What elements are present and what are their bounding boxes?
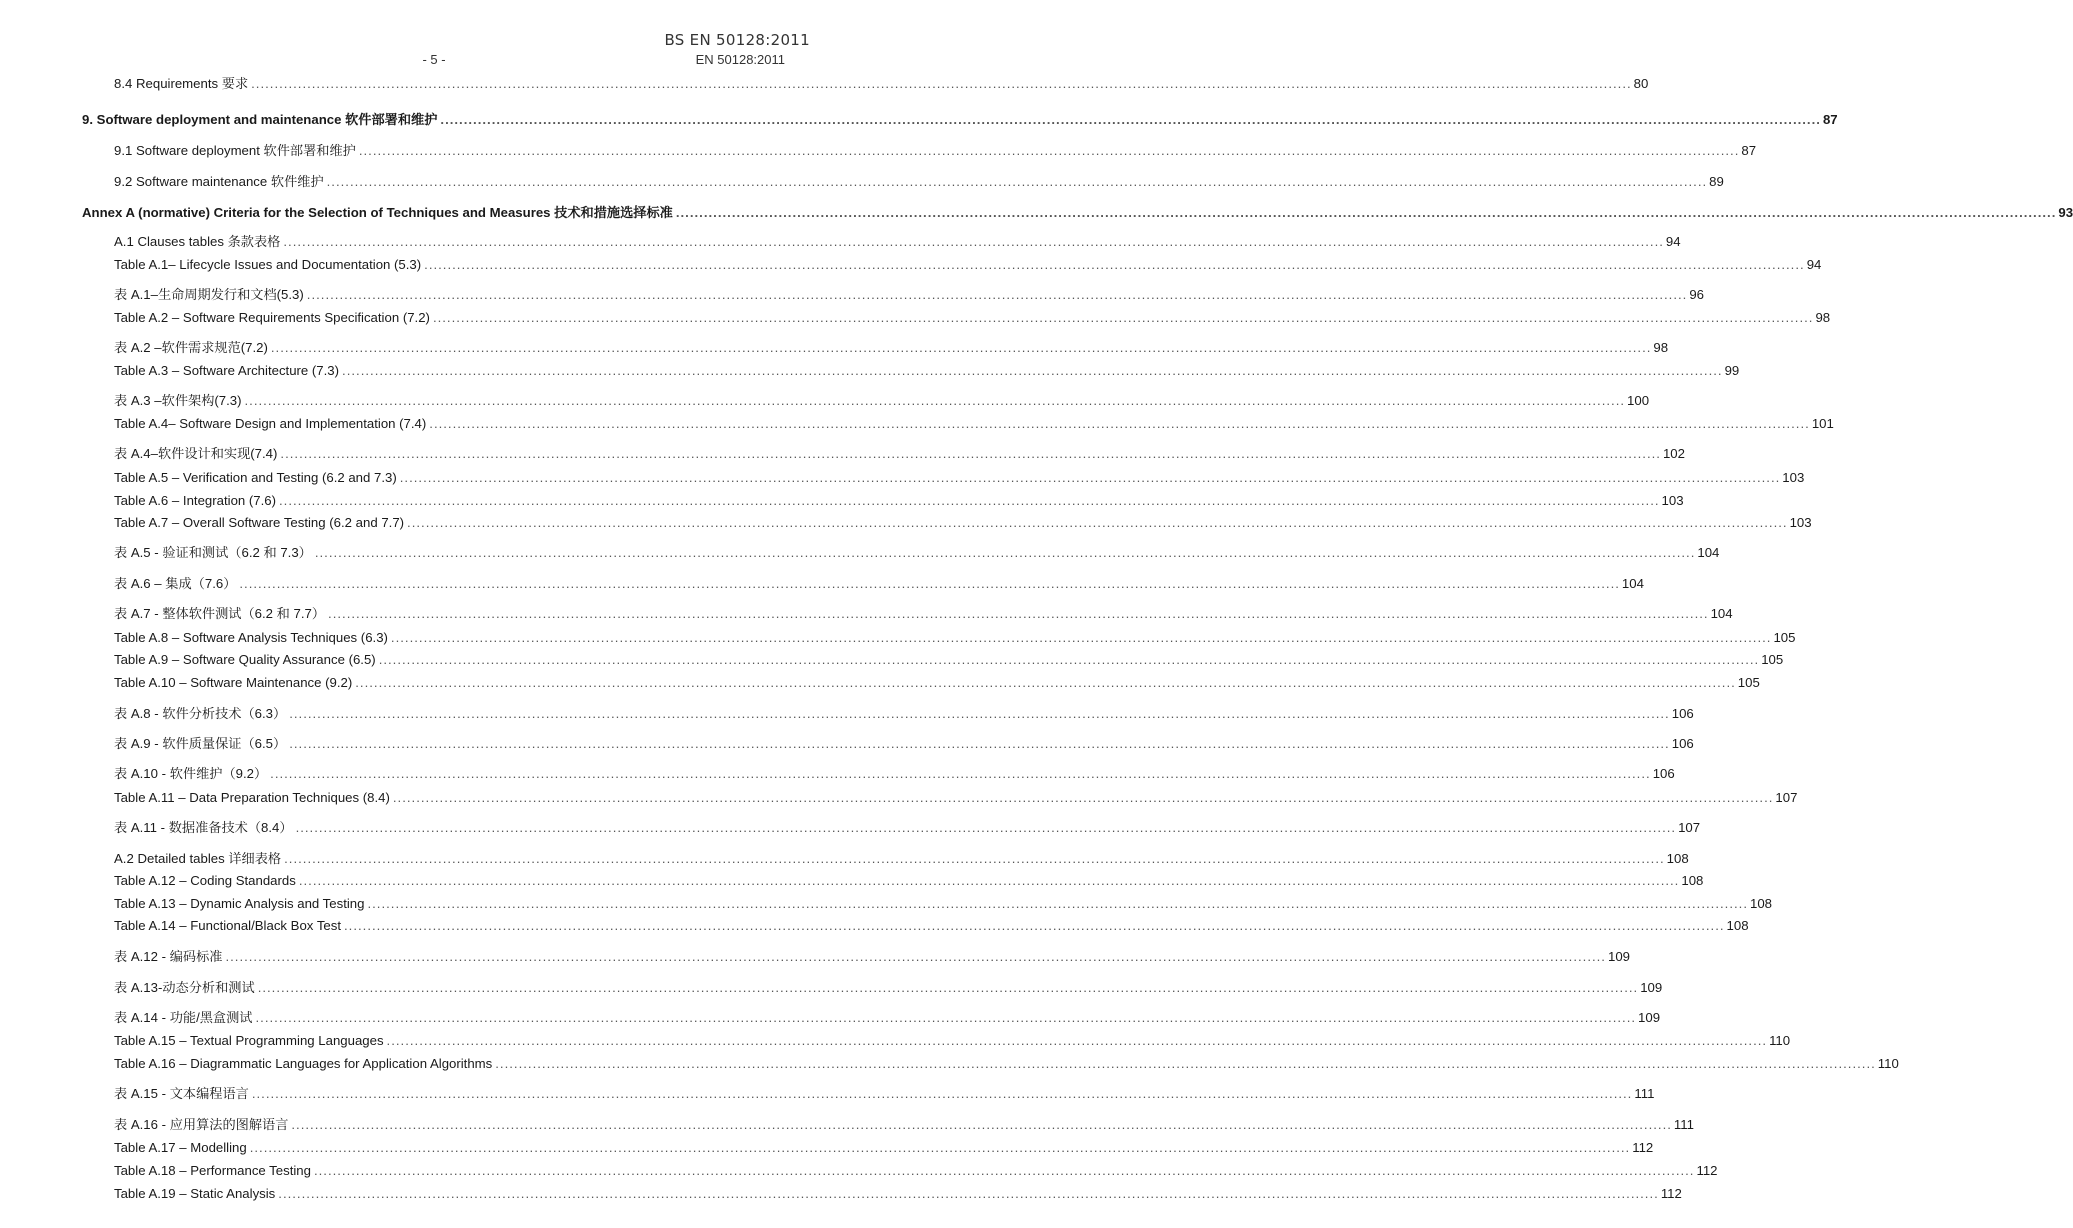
toc-entry-title: Table A.15 – Textual Programming Languages [114, 1033, 384, 1048]
toc-entry-title: 表 A.4–软件设计和实现(7.4) [114, 446, 278, 461]
toc-entry-title: Table A.11 – Data Preparation Techniques (8.4) [114, 790, 390, 805]
document-en-id: EN 50128:2011 [695, 52, 785, 67]
toc-leader-dots [429, 416, 1810, 431]
toc-entry-page: 107 [1775, 790, 1798, 805]
toc-entry[interactable] [114, 652, 1784, 667]
toc-entry-title: Annex A (normative) Criteria for the Selection of Techniques and Measures 技术和措施选择标准 [82, 205, 673, 220]
toc-entry-page: 106 [1652, 766, 1675, 781]
toc-entry-page: 110 [1877, 1056, 1899, 1071]
toc-entry[interactable] [114, 1056, 1899, 1071]
toc-leader-dots [495, 1056, 1876, 1071]
toc-entry-title: Table A.1– Lifecycle Issues and Documentation (5.3) [114, 257, 422, 272]
toc-entry-page: 112 [1632, 1140, 1654, 1155]
toc-entry-page: 98 [1653, 340, 1669, 355]
toc-entry[interactable] [114, 493, 1684, 508]
page-number: - 5 - [422, 52, 446, 67]
toc-entry-page: 109 [1640, 980, 1663, 995]
toc-entry-title: Table A.13 – Dynamic Analysis and Testing [114, 896, 365, 911]
toc-entry[interactable] [114, 573, 1644, 592]
toc-entry[interactable] [114, 977, 1663, 996]
toc-entry-page: 106 [1671, 706, 1694, 721]
toc-entry[interactable] [114, 603, 1733, 622]
toc-leader-dots [315, 545, 1696, 560]
toc-entry[interactable] [114, 1007, 1661, 1026]
toc-entry-page: 108 [1681, 873, 1704, 888]
toc-leader-dots [393, 790, 1774, 805]
toc-entry[interactable] [114, 310, 1831, 325]
toc-entry-title: A.2 Detailed tables 详细表格 [114, 851, 282, 866]
toc-entry-title: A.1 Clauses tables 条款表格 [114, 234, 281, 249]
toc-entry-page: 108 [1750, 896, 1773, 911]
toc-leader-dots [245, 393, 1626, 408]
toc-entry-title: 表 A.16 - 应用算法的图解语言 [114, 1117, 289, 1132]
toc-entry-page: 87 [1822, 112, 1838, 127]
toc-leader-dots [400, 470, 1781, 485]
toc-entry-title: 表 A.14 - 功能/黑盒测试 [114, 1010, 253, 1025]
toc-leader-dots [314, 1163, 1695, 1178]
toc-entry-page: 99 [1724, 363, 1740, 378]
toc-entry[interactable] [114, 140, 1757, 159]
toc-entry[interactable] [114, 231, 1681, 250]
toc-entry-title: Table A.12 – Coding Standards [114, 873, 296, 888]
toc-leader-dots [433, 310, 1814, 325]
toc-entry-page: 105 [1761, 652, 1784, 667]
toc-entry-title: Table A.2 – Software Requirements Specification (7.2) [114, 310, 430, 325]
toc-entry[interactable] [114, 790, 1798, 805]
toc-leader-dots [328, 606, 1709, 621]
toc-leader-dots [289, 736, 1670, 751]
toc-entry[interactable] [114, 817, 1701, 836]
toc-leader-dots [289, 706, 1670, 721]
toc-entry[interactable] [114, 470, 1805, 485]
toc-entry[interactable] [114, 542, 1720, 561]
toc-leader-dots [258, 980, 1639, 995]
toc-entry[interactable] [82, 109, 1838, 128]
toc-entry[interactable] [114, 873, 1704, 888]
toc-entry-title: Table A.5 – Verification and Testing (6.2 and 7.3) [114, 470, 397, 485]
toc-entry-title: 8.4 Requirements 要求 [114, 76, 249, 91]
toc-entry-page: 103 [1782, 470, 1805, 485]
toc-leader-dots [379, 652, 1760, 667]
toc-leader-dots [252, 1086, 1633, 1101]
toc-entry-title: 9. Software deployment and maintenance 软件部署和维护 [82, 112, 438, 127]
toc-entry[interactable] [114, 337, 1669, 356]
toc-leader-dots [344, 918, 1725, 933]
toc-leader-dots [251, 76, 1632, 91]
toc-entry[interactable] [114, 1163, 1718, 1178]
toc-leader-dots [367, 896, 1748, 911]
toc-entry-title: Table A.9 – Software Quality Assurance (6.5) [114, 652, 376, 667]
toc-leader-dots [676, 205, 2057, 220]
toc-entry[interactable] [114, 918, 1749, 933]
toc-leader-dots [299, 873, 1680, 888]
toc-entry-title: 表 A.11 - 数据准备技术（8.4） [114, 820, 293, 835]
toc-entry-page: 104 [1697, 545, 1720, 560]
toc-entry-title: Table A.8 – Software Analysis Techniques (6.3) [114, 630, 388, 645]
toc-entry[interactable] [114, 733, 1694, 752]
toc-entry[interactable] [114, 1033, 1791, 1048]
toc-entry-title: 表 A.2 –软件需求规范(7.2) [114, 340, 268, 355]
toc-entry-page: 103 [1789, 515, 1812, 530]
toc-entry-page: 107 [1678, 820, 1701, 835]
toc-entry[interactable] [114, 763, 1675, 782]
toc-leader-dots [342, 363, 1723, 378]
toc-entry-title: 表 A.1–生命周期发行和文档(5.3) [114, 287, 304, 302]
toc-entry-page: 102 [1662, 446, 1685, 461]
toc-leader-dots [270, 766, 1651, 781]
toc-entry[interactable] [114, 171, 1724, 190]
toc-entry-title: 表 A.6 – 集成（7.6） [114, 576, 237, 591]
toc-entry-page: 112 [1696, 1163, 1718, 1178]
toc-entry-title: Table A.14 – Functional/Black Box Test [114, 918, 342, 933]
toc-entry[interactable] [114, 257, 1822, 272]
toc-entry[interactable] [114, 284, 1704, 303]
toc-entry-title: 表 A.9 - 软件质量保证（6.5） [114, 736, 287, 751]
toc-entry-title: Table A.3 – Software Architecture (7.3) [114, 363, 340, 378]
toc-entry-title: Table A.6 – Integration (7.6) [114, 493, 277, 508]
toc-entry-title: Table A.16 – Diagrammatic Languages for Application Algorithms [114, 1056, 493, 1071]
toc-entry-page: 94 [1806, 257, 1822, 272]
toc-entry-page: 105 [1773, 630, 1796, 645]
toc-entry-page: 108 [1726, 918, 1749, 933]
toc-entry-title: Table A.10 – Software Maintenance (9.2) [114, 675, 353, 690]
toc-entry-page: 98 [1815, 310, 1831, 325]
toc-entry-page: 96 [1689, 287, 1704, 302]
toc-leader-dots [291, 1117, 1672, 1132]
toc-leader-dots [256, 1010, 1637, 1025]
toc-entry-title: Table A.17 – Modelling [114, 1140, 247, 1155]
toc-entry-page: 112 [1660, 1186, 1682, 1201]
toc-entry-page: 108 [1666, 851, 1689, 866]
toc-entry-page: 109 [1638, 1010, 1661, 1025]
toc-leader-dots [307, 287, 1688, 302]
toc-entry-page: 111 [1634, 1086, 1655, 1101]
toc-leader-dots [279, 493, 1660, 508]
toc-entry-title: 表 A.3 –软件架构(7.3) [114, 393, 242, 408]
toc-leader-dots [440, 112, 1821, 127]
toc-entry-page: 100 [1627, 393, 1650, 408]
toc-entry[interactable] [114, 443, 1685, 462]
toc-entry-page: 104 [1710, 606, 1733, 621]
toc-entry-title: Table A.7 – Overall Software Testing (6.2 and 7.7) [114, 515, 405, 530]
toc-entry-page: 105 [1737, 675, 1760, 690]
toc-entry-title: 表 A.15 - 文本编程语言 [114, 1086, 249, 1101]
toc-entry[interactable] [114, 630, 1796, 645]
toc-leader-dots [296, 820, 1677, 835]
toc-leader-dots [225, 949, 1606, 964]
toc-entry-title: Table A.4– Software Design and Implementation (7.4) [114, 416, 427, 431]
toc-entry-page: 103 [1661, 493, 1684, 508]
toc-entry-title: 表 A.12 - 编码标准 [114, 949, 223, 964]
toc-entry-page: 109 [1607, 949, 1630, 964]
toc-entry[interactable] [114, 896, 1773, 911]
toc-entry-title: 表 A.13-动态分析和测试 [114, 980, 255, 995]
toc-leader-dots [387, 1033, 1768, 1048]
toc-leader-dots [271, 340, 1652, 355]
toc-entry[interactable] [114, 363, 1740, 378]
toc-entry-page: 89 [1709, 174, 1724, 189]
toc-entry[interactable] [114, 675, 1760, 690]
toc-entry[interactable] [114, 946, 1630, 965]
toc-entry[interactable] [114, 1186, 1682, 1201]
toc-entry-title: Table A.19 – Static Analysis [114, 1186, 276, 1201]
toc-entry-title: 9.1 Software deployment 软件部署和维护 [114, 143, 356, 158]
toc-entry-page: 94 [1665, 234, 1681, 249]
toc-leader-dots [250, 1140, 1631, 1155]
toc-entry-title: 表 A.10 - 软件维护（9.2） [114, 766, 268, 781]
toc-entry[interactable] [114, 1140, 1654, 1155]
toc-leader-dots [284, 851, 1665, 866]
toc-entry-title: Table A.18 – Performance Testing [114, 1163, 311, 1178]
toc-entry-page: 101 [1811, 416, 1834, 431]
toc-leader-dots [407, 515, 1788, 530]
toc-leader-dots [359, 143, 1740, 158]
toc-entry-page: 106 [1671, 736, 1694, 751]
toc-leader-dots [327, 174, 1708, 189]
toc-leader-dots [283, 234, 1664, 249]
toc-entry[interactable] [114, 515, 1812, 530]
toc-entry-title: 9.2 Software maintenance 软件维护 [114, 174, 324, 189]
toc-entry-page: 80 [1633, 76, 1649, 91]
toc-entry-title: 表 A.7 - 整体软件测试（6.2 和 7.7） [114, 606, 326, 621]
toc-leader-dots [424, 257, 1805, 272]
toc-entry[interactable] [82, 202, 2073, 221]
toc-entry-page: 110 [1769, 1033, 1791, 1048]
toc-leader-dots [278, 1186, 1659, 1201]
toc-entry[interactable] [114, 1083, 1655, 1102]
toc-leader-dots [391, 630, 1772, 645]
document-standard-id: BS EN 50128:2011 [664, 31, 810, 49]
toc-leader-dots [355, 675, 1736, 690]
toc-entry[interactable] [114, 1114, 1694, 1133]
toc-entry-title: 表 A.5 - 验证和测试（6.2 和 7.3） [114, 545, 312, 560]
toc-entry[interactable] [114, 848, 1689, 867]
toc-entry[interactable] [114, 703, 1694, 722]
toc-entry-page: 104 [1621, 576, 1644, 591]
toc-leader-dots [239, 576, 1620, 591]
toc-entry-page: 87 [1741, 143, 1757, 158]
toc-entry-page: 111 [1673, 1117, 1694, 1132]
toc-entry-page: 93 [2058, 205, 2073, 220]
toc-entry[interactable] [114, 390, 1650, 409]
toc-entry[interactable] [114, 416, 1834, 431]
toc-entry[interactable] [114, 73, 1649, 92]
toc-leader-dots [280, 446, 1661, 461]
toc-entry-title: 表 A.8 - 软件分析技术（6.3） [114, 706, 287, 721]
